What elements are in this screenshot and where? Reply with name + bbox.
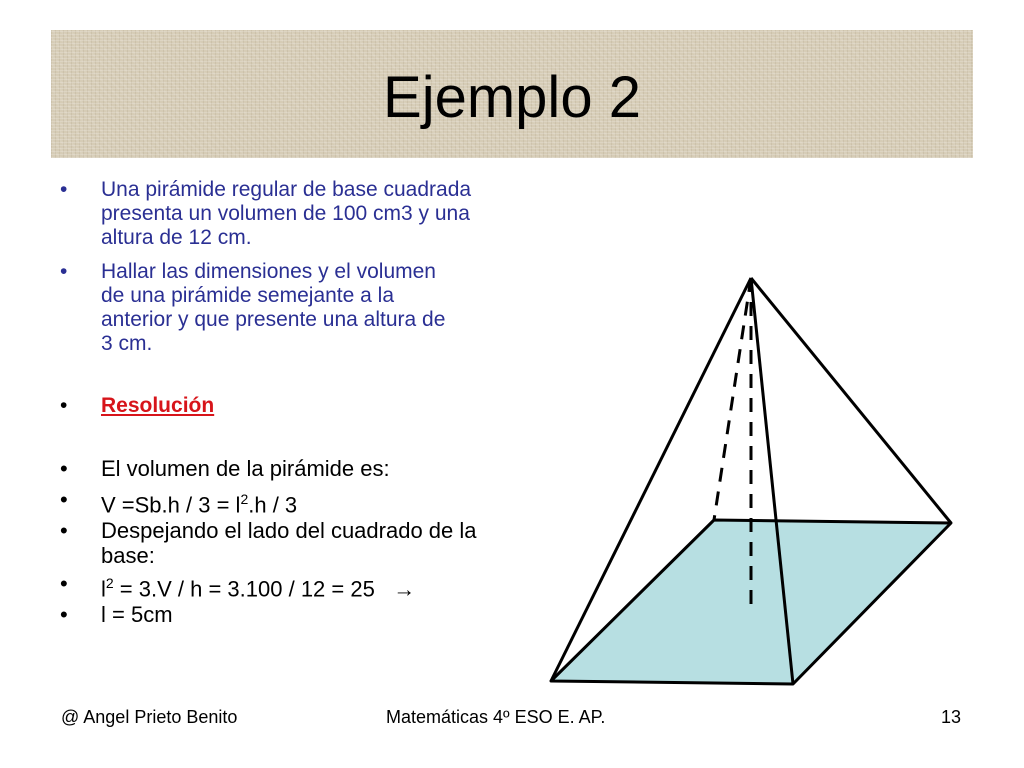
resolution-heading: Resolución: [101, 394, 215, 417]
problem-question: Hallar las dimensiones y el volumen de una pirámide semejante a la anterior y que presente una altura de 3 cm.: [101, 260, 446, 355]
bullet-symbol: •: [60, 394, 68, 417]
exponent: 2: [240, 491, 249, 507]
pyramid-edge-back-right: [751, 278, 951, 523]
isolate-side: Despejando el lado del cuadrado de la base:: [101, 518, 477, 568]
arrow-right-icon: →: [393, 576, 416, 602]
exponent: 2: [105, 575, 114, 591]
footer-course: Matemáticas 4º ESO E. AP.: [386, 707, 606, 727]
volume-intro: El volumen de la pirámide es:: [101, 456, 390, 481]
bullet-symbol: •: [60, 487, 68, 512]
footer-page-number: 13: [941, 707, 962, 727]
problem-statement: Una pirámide regular de base cuadrada presenta un volumen de 100 cm3 y una altura de 12 cm.: [101, 178, 472, 249]
bullet-symbol: •: [60, 571, 68, 596]
side-squared-formula: $l^2 = 3.V / h = 3.100 / 12 = 25$ →: [101, 575, 416, 602]
bullet-symbol: •: [60, 178, 68, 201]
bullet-symbol: •: [60, 456, 68, 481]
volume-formula: $V =Sb.h / 3 = l^2.h / 3$: [101, 491, 298, 518]
slide-title: Ejemplo 2: [383, 65, 641, 130]
bullet-symbol: •: [60, 602, 68, 627]
side-result: l = 5cm: [101, 602, 173, 627]
bullet-symbol: •: [60, 260, 68, 283]
footer-author: @ Angel Prieto Benito: [61, 707, 238, 727]
pyramid-diagram: [545, 270, 965, 690]
bullet-symbol: •: [60, 518, 68, 543]
